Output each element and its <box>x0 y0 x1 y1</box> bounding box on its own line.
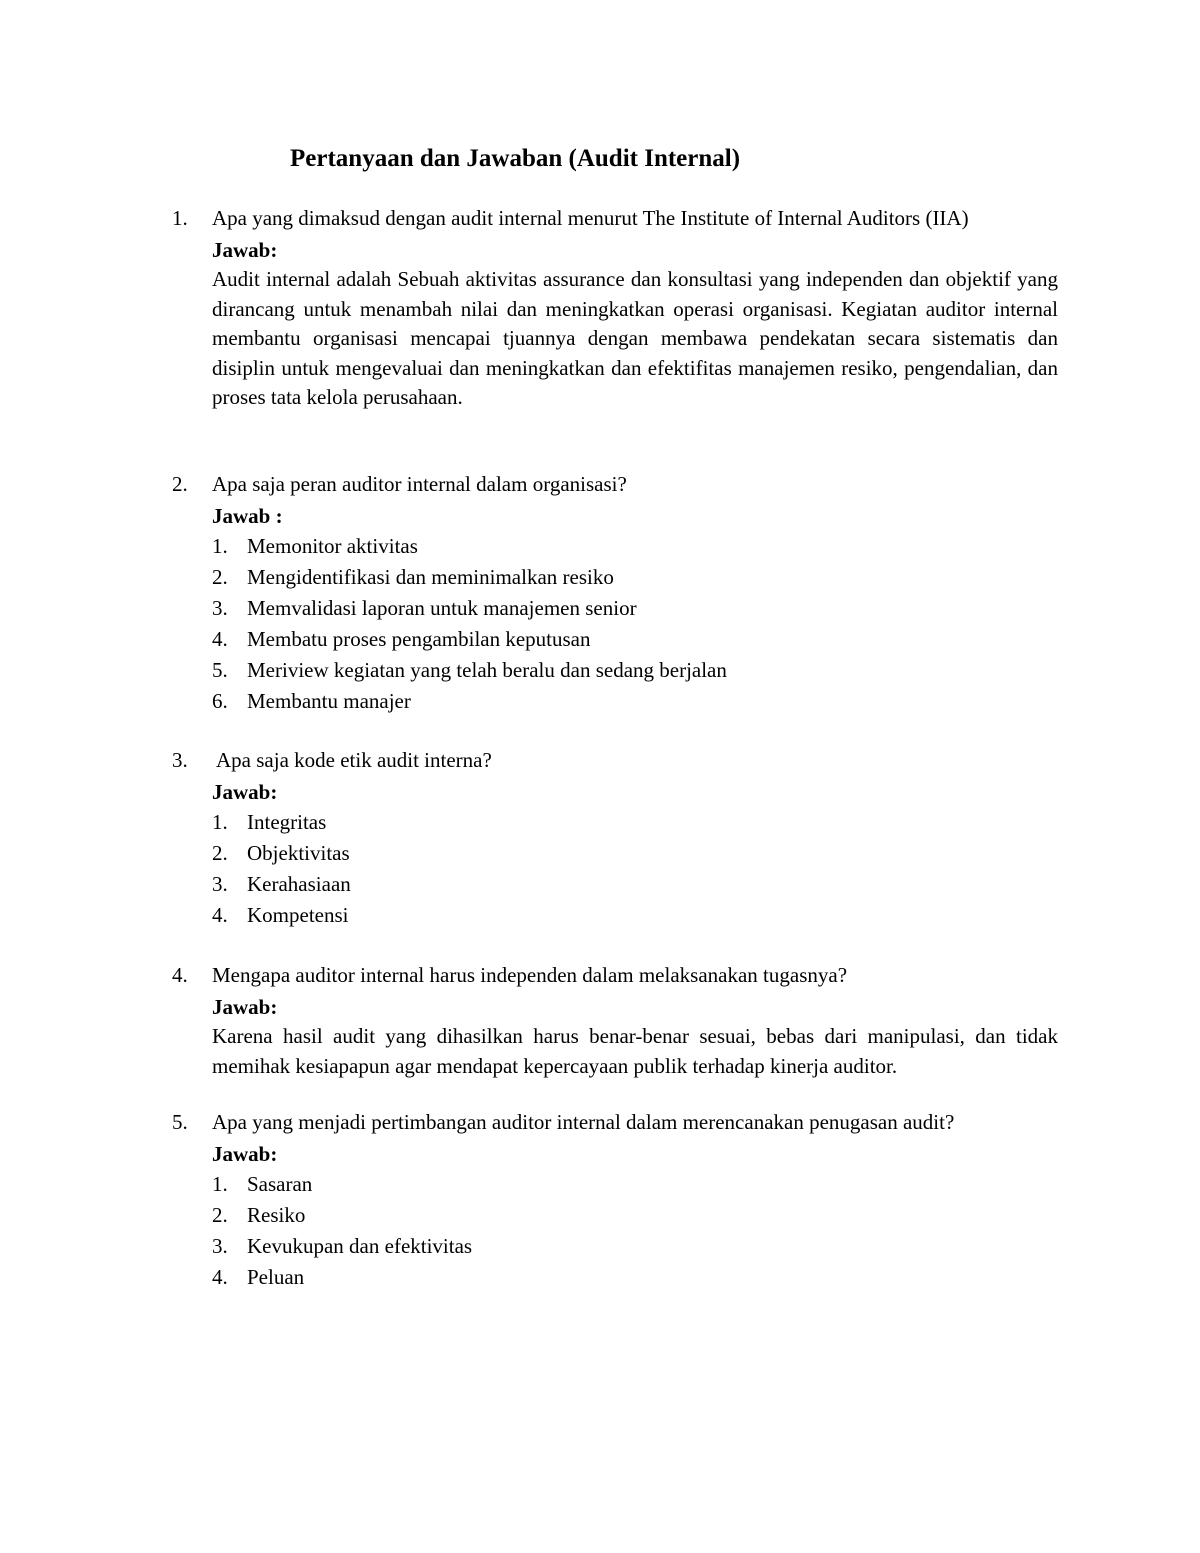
answer-list <box>212 1169 1058 1293</box>
list-item-number: 1. <box>212 534 228 558</box>
question-number: 5. <box>172 1110 188 1134</box>
list-item-text: Meriview kegiatan yang telah beralu dan sedang berjalan <box>247 658 727 682</box>
question-block-4 <box>172 961 1058 1081</box>
answer-list <box>212 807 1058 931</box>
answer-label: Jawab: <box>212 994 278 1019</box>
list-item-number: 4. <box>212 903 228 927</box>
question-number: 2. <box>172 472 188 496</box>
list-item-number: 2. <box>212 1203 228 1227</box>
list-item-number: 1. <box>212 810 228 834</box>
list-item <box>212 562 1058 593</box>
answer-text: Audit internal adalah Sebuah aktivitas assurance dan konsultasi yang independen dan objektif yang dirancang untuk menambah nilai dan meningkatkan operasi organisasi. Kegiatan auditor internal membantu organisasi mencapai tjuannya dengan membawa pendekatan secara sistematis dan disiplin untuk mengevaluai dan meningkatkan dan efektifitas manajemen resiko, pengendalian, dan proses tata kelola perusahaan. <box>212 267 1058 409</box>
answer-label: Jawab: <box>212 237 278 262</box>
question-text: Apa yang menjadi pertimbangan auditor internal dalam merencanakan penugasan audit? <box>212 1110 955 1134</box>
list-item-text: Kompetensi <box>247 903 349 927</box>
question-block-5 <box>172 1108 1058 1293</box>
list-item-number: 4. <box>212 627 228 651</box>
list-item-number: 2. <box>212 565 228 589</box>
list-item-number: 4. <box>212 1265 228 1289</box>
list-item-text: Membatu proses pengambilan keputusan <box>247 627 591 651</box>
list-item <box>212 900 1058 931</box>
list-item <box>212 1169 1058 1200</box>
question-text: Apa saja peran auditor internal dalam organisasi? <box>212 472 627 496</box>
list-item-number: 5. <box>212 658 228 682</box>
list-item-text: Kevukupan dan efektivitas <box>247 1234 473 1258</box>
list-item <box>212 593 1058 624</box>
question-text: Mengapa auditor internal harus independen dalam melaksanakan tugasnya? <box>212 963 848 987</box>
list-item <box>212 531 1058 562</box>
list-item <box>212 838 1058 869</box>
question-text: Apa yang dimaksud dengan audit internal menurut The Institute of Internal Auditors (IIA) <box>212 206 969 230</box>
list-item <box>212 1231 1058 1262</box>
answer-text: Karena hasil audit yang dihasilkan harus benar-benar sesuai, bebas dari manipulasi, dan tidak memihak kesiapapun agar mendapat kepercayaan publik terhadap kinerja auditor. <box>212 1024 1058 1078</box>
list-item-text: Resiko <box>247 1203 306 1227</box>
page-title: Pertanyaan dan Jawaban (Audit Internal) <box>290 145 741 172</box>
question-number: 3. <box>172 748 188 772</box>
list-item-number: 6. <box>212 689 228 713</box>
question-number: 4. <box>172 963 188 987</box>
answer-label: Jawab : <box>212 503 283 528</box>
list-item-text: Integritas <box>247 810 327 834</box>
list-item-text: Sasaran <box>247 1172 313 1196</box>
list-item <box>212 1200 1058 1231</box>
list-item-number: 3. <box>212 1234 228 1258</box>
list-item-number: 3. <box>212 872 228 896</box>
list-item-text: Peluan <box>247 1265 305 1289</box>
list-item <box>212 869 1058 900</box>
answer-label: Jawab: <box>212 779 278 804</box>
question-text: Apa saja kode etik audit interna? <box>216 748 492 772</box>
question-number: 1. <box>172 206 188 230</box>
list-item <box>212 686 1058 717</box>
list-item-number: 2. <box>212 841 228 865</box>
question-block-2 <box>172 470 1058 717</box>
list-item <box>212 807 1058 838</box>
list-item <box>212 655 1058 686</box>
list-item-number: 3. <box>212 596 228 620</box>
list-item-text: Objektivitas <box>247 841 350 865</box>
answer-label: Jawab: <box>212 1141 278 1166</box>
list-item <box>212 624 1058 655</box>
answer-list <box>212 531 1058 717</box>
list-item-text: Memonitor aktivitas <box>247 534 418 558</box>
list-item-text: Kerahasiaan <box>247 872 351 896</box>
question-block-3 <box>172 746 1058 931</box>
question-block-1 <box>172 204 1058 413</box>
list-item-text: Memvalidasi laporan untuk manajemen senior <box>247 596 637 620</box>
list-item-text: Membantu manajer <box>247 689 411 713</box>
list-item-text: Mengidentifikasi dan meminimalkan resiko <box>247 565 614 589</box>
list-item <box>212 1262 1058 1293</box>
list-item-number: 1. <box>212 1172 228 1196</box>
